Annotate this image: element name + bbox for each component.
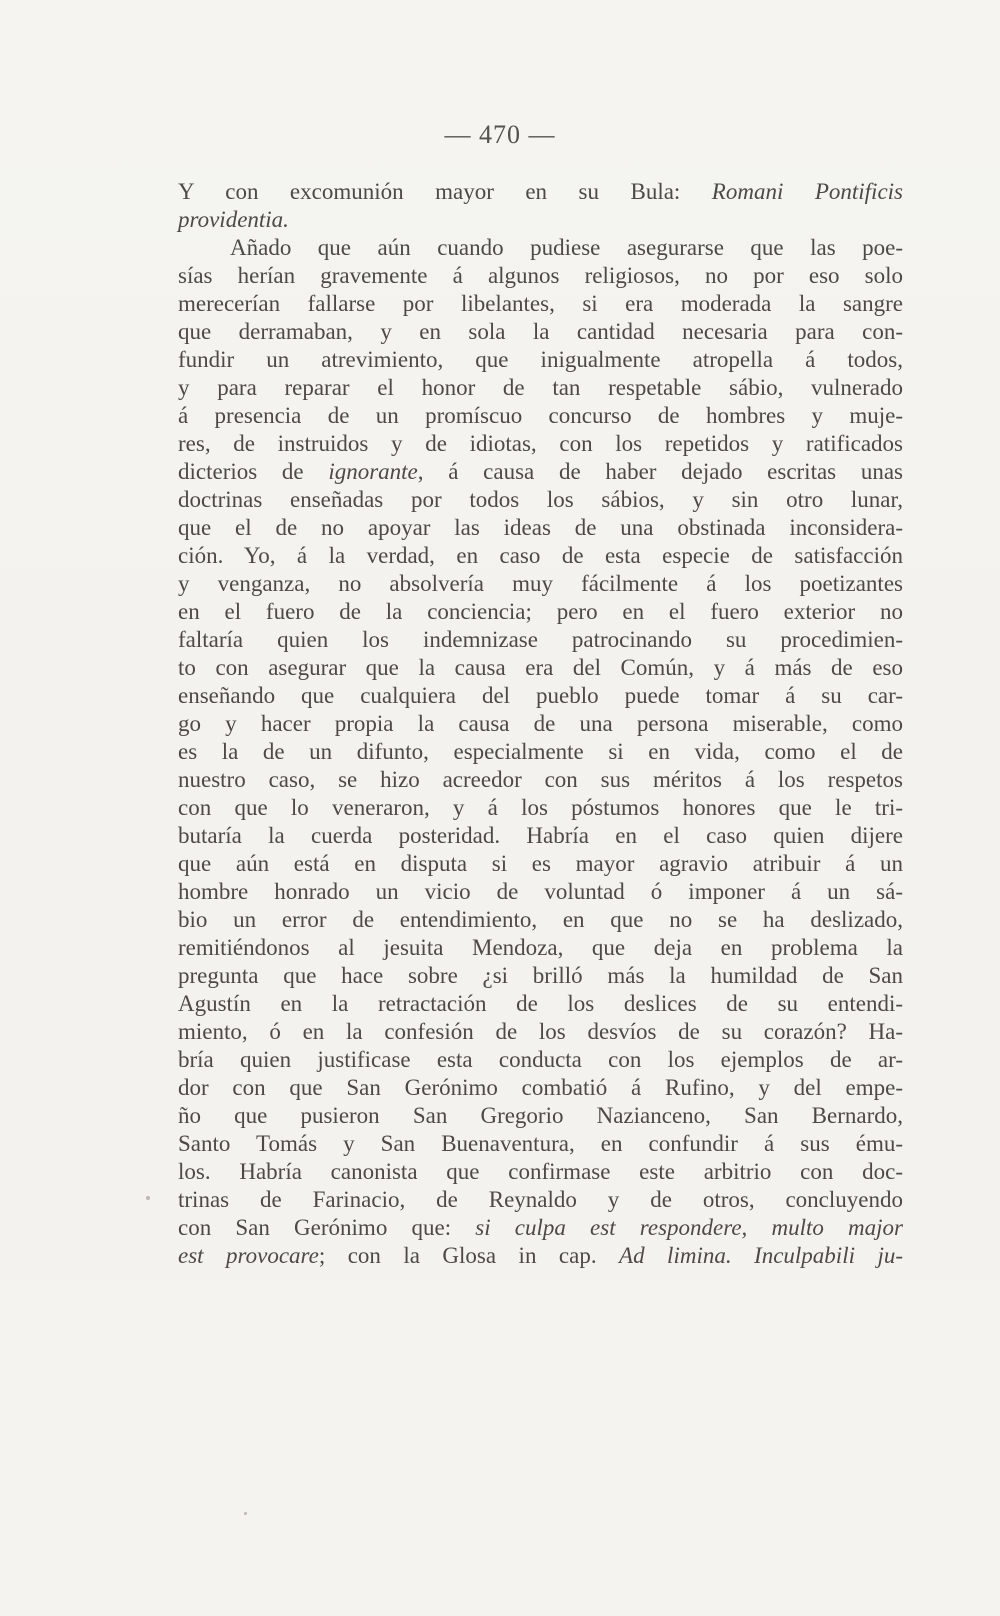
text-run: , á causa de haber dejado escritas unas xyxy=(417,459,903,484)
text-run: sías herían gravemente á algunos religiosos, no por eso solo xyxy=(178,263,903,288)
text-line xyxy=(178,1158,903,1186)
text-run: ción. Yo, á la verdad, en caso de esta especie de satisfacción xyxy=(178,543,903,568)
text-line xyxy=(178,1242,903,1270)
text-run: butaría la cuerda posteridad. Habría en el caso quien dijere xyxy=(178,823,903,848)
text-run: merecerían fallarse por libelantes, si era moderada la sangre xyxy=(178,291,903,316)
text-run: Añado que aún cuando pudiese asegurarse que las poe- xyxy=(230,235,903,260)
page-number: — 470 — xyxy=(444,120,556,149)
paper-speck xyxy=(146,1196,150,1200)
text-line xyxy=(178,1018,903,1046)
text-line xyxy=(178,794,903,822)
text-line xyxy=(178,1186,903,1214)
text-run: dor con que San Gerónimo combatió á Rufino, y del empe- xyxy=(178,1075,903,1100)
text-line xyxy=(178,514,903,542)
text-line xyxy=(178,738,903,766)
italic-text: ignorante xyxy=(328,459,418,484)
text-run: to con asegurar que la causa era del Común, y á más de eso xyxy=(178,655,903,680)
text-run: los. Habría canonista que confirmase este arbitrio con doc- xyxy=(178,1159,903,1184)
text-run: doctrinas enseñadas por todos los sábios, y sin otro lunar, xyxy=(178,487,903,512)
text-line xyxy=(178,178,903,206)
text-line xyxy=(178,430,903,458)
text-line xyxy=(178,1214,903,1242)
text-run: dicterios de xyxy=(178,459,329,484)
italic-text: si culpa est respondere, multo major xyxy=(475,1215,903,1240)
body-text xyxy=(178,178,903,1270)
text-run: Y con excomunión mayor en su Bula: xyxy=(178,179,712,204)
text-line xyxy=(178,682,903,710)
text-run: bría quien justificase esta conducta con los ejemplos de ar- xyxy=(178,1047,903,1072)
text-line xyxy=(178,234,903,262)
italic-text: Romani Pontificis xyxy=(711,179,903,204)
text-line xyxy=(178,290,903,318)
text-line xyxy=(178,1130,903,1158)
text-run: hombre honrado un vicio de voluntad ó imponer á un sá- xyxy=(178,879,903,904)
text-line xyxy=(178,458,903,486)
text-line xyxy=(178,402,903,430)
text-line xyxy=(178,822,903,850)
text-line xyxy=(178,374,903,402)
text-run: que derramaban, y en sola la cantidad necesaria para con- xyxy=(178,319,903,344)
text-run: y para reparar el honor de tan respetable sábio, vulnerado xyxy=(178,375,903,400)
text-run: ño que pusieron San Gregorio Nazianceno, San Bernardo, xyxy=(178,1103,903,1128)
text-run: con San Gerónimo que: xyxy=(178,1215,476,1240)
text-line xyxy=(178,598,903,626)
text-run: remitiéndonos al jesuita Mendoza, que deja en problema la xyxy=(178,935,903,960)
text-line xyxy=(178,878,903,906)
text-run: Agustín en la retractación de los deslices de su entendi- xyxy=(178,991,903,1016)
text-line xyxy=(178,346,903,374)
paper-speck xyxy=(244,1512,247,1515)
text-run: y venganza, no absolvería muy fácilmente á los poetizantes xyxy=(178,571,903,596)
text-run: miento, ó en la confesión de los desvíos de su corazón? Ha- xyxy=(178,1019,903,1044)
text-run: ; con la Glosa in cap. xyxy=(318,1243,620,1268)
text-run: nuestro caso, se hizo acreedor con sus méritos á los respetos xyxy=(178,767,903,792)
italic-text: providentia. xyxy=(178,207,289,232)
text-run: enseñando que cualquiera del pueblo puede tomar á su car- xyxy=(178,683,903,708)
text-line xyxy=(178,262,903,290)
text-run: faltaría quien los indemnizase patrocinando su procedimien- xyxy=(178,627,903,652)
text-run: go y hacer propia la causa de una persona miserable, como xyxy=(178,711,903,736)
text-line xyxy=(178,626,903,654)
text-run: pregunta que hace sobre ¿si brilló más la humildad de San xyxy=(178,963,903,988)
text-line xyxy=(178,766,903,794)
text-line xyxy=(178,570,903,598)
text-run: con que lo veneraron, y á los póstumos honores que le tri- xyxy=(178,795,903,820)
text-line xyxy=(178,850,903,878)
text-line xyxy=(178,206,903,234)
text-run: que aún está en disputa si es mayor agravio atribuir á un xyxy=(178,851,903,876)
text-line xyxy=(178,542,903,570)
text-line xyxy=(178,1074,903,1102)
text-line xyxy=(178,486,903,514)
text-line xyxy=(178,934,903,962)
text-run: trinas de Farinacio, de Reynaldo y de otros, concluyendo xyxy=(178,1187,903,1212)
italic-text: Ad limina. Inculpabili ju- xyxy=(619,1243,903,1268)
italic-text: est provocare xyxy=(178,1243,319,1268)
text-line xyxy=(178,990,903,1018)
text-line xyxy=(178,1102,903,1130)
text-run: á presencia de un promíscuo concurso de hombres y muje- xyxy=(178,403,903,428)
text-run: que el de no apoyar las ideas de una obstinada inconsidera- xyxy=(178,515,903,540)
text-run: bio un error de entendimiento, en que no se ha deslizado, xyxy=(178,907,903,932)
text-run: es la de un difunto, especialmente si en vida, como el de xyxy=(178,739,903,764)
text-line xyxy=(178,710,903,738)
text-run: en el fuero de la conciencia; pero en el fuero exterior no xyxy=(178,599,903,624)
text-run: Santo Tomás y San Buenaventura, en confundir á sus ému- xyxy=(178,1131,903,1156)
text-line xyxy=(178,318,903,346)
text-run: res, de instruidos y de idiotas, con los repetidos y ratificados xyxy=(178,431,903,456)
text-line xyxy=(178,906,903,934)
text-line xyxy=(178,1046,903,1074)
text-line xyxy=(178,654,903,682)
text-run: fundir un atrevimiento, que inigualmente atropella á todos, xyxy=(178,347,903,372)
text-line xyxy=(178,962,903,990)
